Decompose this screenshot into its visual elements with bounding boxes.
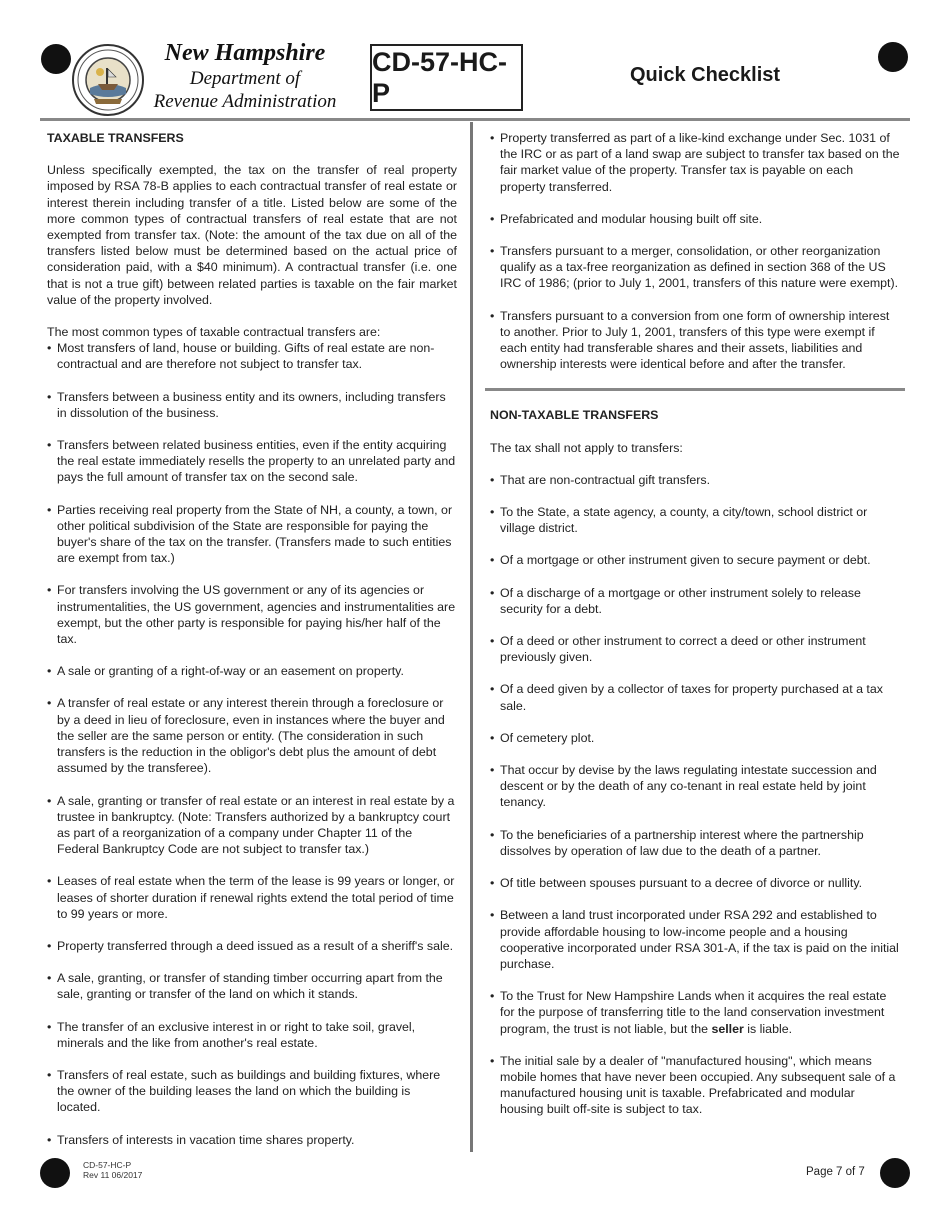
list-item-text: Transfers pursuant to a merger, consolidation, or other reorganization qualify as a tax-free reorganization as defined in section 368 of the US IRC of 1986; (prior to July 1, 2001, transfers of this nature were exempt). xyxy=(500,244,899,291)
bullet-icon: • xyxy=(47,874,52,889)
list-item xyxy=(490,633,900,665)
list-item-text: Leases of real estate when the term of the lease is 99 years or longer, or leases of shorter duration if renewal rights extend the total period of time to 99 years or more. xyxy=(57,874,455,921)
bullet-icon: • xyxy=(490,131,495,145)
list-item xyxy=(47,695,457,776)
list-item xyxy=(490,681,900,713)
list-item xyxy=(490,1053,900,1118)
list-item-text: A transfer of real estate or any interest therein through a foreclosure or by a deed in lieu of foreclosure, even in instances where the buyer and the seller are the same person or entity. (The consideration in such transfers is the reduction in the obligor's debt plus the amount of debt assumed by the transferee). xyxy=(57,696,445,776)
state-seal-icon xyxy=(72,44,144,116)
bullet-icon: • xyxy=(490,1053,495,1068)
list-item-text: Transfers of real estate, such as buildings and building fixtures, where the owner of the building leases the land on which the building is located. xyxy=(57,1067,441,1115)
nontaxable-intro: The tax shall not apply to transfers: xyxy=(490,440,683,455)
list-item-text: A sale, granting, or transfer of standing timber occurring apart from the sale, granting or transfer of the land on which it stands. xyxy=(57,971,443,1002)
list-item xyxy=(47,582,457,647)
corner-dot-top-right xyxy=(878,42,908,72)
list-item-text: Of cemetery plot. xyxy=(500,730,595,745)
agency-department: Department of xyxy=(189,68,301,89)
list-item xyxy=(490,875,900,891)
right-column xyxy=(490,130,900,1134)
list-item-text: That occur by devise by the laws regulating intestate succession and descent or by the death of any co-tenant in real estate held by joint tenancy. xyxy=(500,763,877,810)
list-item-text: The initial sale by a dealer of "manufactured housing", which means mobile homes that have never been occupied. Any subsequent sale of a manufactured housing unit is taxable. Prefabricated and modular housing built off-site is subject to tax. xyxy=(500,1053,896,1117)
list-item-text: Of a mortgage or other instrument given to secure payment or debt. xyxy=(500,553,871,568)
bullet-icon: • xyxy=(490,472,495,487)
list-item-text: To the State, a state agency, a county, a city/town, school district or village district. xyxy=(500,505,868,536)
bullet-icon: • xyxy=(490,211,495,226)
list-item-text: The transfer of an exclusive interest in or right to take soil, gravel, minerals and the like from another's real estate. xyxy=(57,1019,416,1050)
list-item-text: Parties receiving real property from the State of NH, a county, a town, or other political subdivision of the State are responsible for paying the buyer's share of the tax on the transfer. (Transfers made to such entities are exempt from tax.) xyxy=(57,502,453,566)
list-item xyxy=(490,243,900,292)
bullet-icon: • xyxy=(490,634,495,649)
list-item xyxy=(47,502,457,567)
taxable-heading: TAXABLE TRANSFERS xyxy=(47,131,184,145)
form-id-box: CD-57-HC-P xyxy=(370,44,523,111)
bullet-icon: • xyxy=(490,585,495,600)
bullet-icon: • xyxy=(490,308,495,323)
corner-dot-top-left xyxy=(41,44,71,74)
list-item-text: For transfers involving the US government or any of its agencies or instrumentalities, the US government, agencies and instrumentalities are exempt, but the other party is responsible for paying his/her half of the tax. xyxy=(57,583,456,647)
list-item xyxy=(490,472,900,488)
bullet-icon: • xyxy=(47,438,52,453)
list-item xyxy=(490,552,900,568)
taxable-intro-paragraph: Unless specifically exempted, the tax on the transfer of real property imposed by RSA 78-B applies to each contractual transfer of real estate or interest therein including transfer of a title. Listed below are some of the more common types of contractual transfers of real estate that are not exempted from transfer tax. (Note: the amount of the tax due on all of the transfers listed below must be determined based on the actual price of consideration paid, with a $40 minimum). A contractual transfer (i.e. one that is not a true gift) between related parties is taxable on the fair market value of the property involved. xyxy=(47,163,457,307)
bullet-icon: • xyxy=(47,583,52,598)
page-title: Quick Checklist xyxy=(630,64,781,86)
list-item-text: Most transfers of land, house or building. Gifts of real estate are non-contractual and are therefore not subject to transfer tax. xyxy=(57,341,435,372)
list-item xyxy=(47,938,457,954)
list-item-text: Transfers between a business entity and its owners, including transfers in dissolution of the business. xyxy=(57,389,446,420)
trust-item-text-after: is liable. xyxy=(743,1021,793,1036)
bullet-icon: • xyxy=(490,244,495,259)
list-item xyxy=(490,308,900,373)
trust-item-bold: seller xyxy=(711,1021,744,1036)
list-item xyxy=(490,130,900,195)
list-item xyxy=(47,970,457,1002)
list-item-text: A sale, granting or transfer of real estate or an interest in real estate by a trustee in bankruptcy. (Note: Transfers authorized by a bankruptcy court as part of a reorganization of a company under Chapter 11 of the Federal Bankruptcy Code are not subject to transfer tax.) xyxy=(57,793,455,857)
list-item-text: Property transferred as part of a like-kind exchange under Sec. 1031 of the IRC or as part of a land swap are subject to transfer tax based on the fair market value of the property. Transfer tax is payable on each property transferred. xyxy=(500,131,900,194)
bullet-icon: • xyxy=(47,971,52,986)
list-item-text: Of a deed or other instrument to correct a deed or other instrument previously given. xyxy=(500,634,866,665)
list-item-text: To the beneficiaries of a partnership interest where the partnership dissolves by operation of law due to the death of a partner. xyxy=(500,827,864,858)
list-item-text: Of title between spouses pursuant to a decree of divorce or nullity. xyxy=(500,876,863,891)
bullet-icon: • xyxy=(490,989,495,1004)
list-item-text: Transfers of interests in vacation time shares property. xyxy=(57,1132,355,1147)
nontaxable-heading: NON-TAXABLE TRANSFERS xyxy=(490,408,659,423)
bullet-icon: • xyxy=(47,696,52,711)
list-item xyxy=(490,730,900,746)
bullet-icon: • xyxy=(47,502,52,517)
corner-dot-bottom-right xyxy=(880,1158,910,1188)
footer-form-id: CD-57-HC-P xyxy=(83,1160,132,1170)
bullet-icon: • xyxy=(47,793,52,808)
list-item-text: Of a discharge of a mortgage or other instrument solely to release security for a debt. xyxy=(500,585,861,616)
bullet-icon: • xyxy=(490,730,495,745)
bullet-icon: • xyxy=(490,876,495,891)
bullet-icon: • xyxy=(490,763,495,778)
list-item xyxy=(490,762,900,811)
bullet-icon: • xyxy=(47,1067,52,1082)
agency-block xyxy=(140,40,350,113)
bullet-icon: • xyxy=(490,505,495,520)
header-rule xyxy=(40,118,910,121)
footer-form-code xyxy=(83,1160,142,1180)
agency-state: New Hampshire xyxy=(164,40,326,66)
list-item xyxy=(490,988,900,1037)
bullet-icon: • xyxy=(47,938,52,953)
list-item-text: Between a land trust incorporated under RSA 292 and established to provide affordable housing to low-income people and a housing cooperative incorporated under RSA 301-A, if the tax is paid on the initial purchase. xyxy=(500,908,899,971)
list-item-text: A sale or granting of a right-of-way or an easement on property. xyxy=(57,664,404,679)
list-item-text: Transfers pursuant to a conversion from one form of ownership interest to another. Prior to July 1, 2001, transfers of this type were exempt if each entity had transferable shares and their assets, liabilities and ownership interests were identical before and after the transfer. xyxy=(500,308,890,372)
list-item-text: Prefabricated and modular housing built off site. xyxy=(500,211,763,226)
list-item xyxy=(490,211,900,227)
footer-revision: Rev 11 06/2017 xyxy=(83,1170,143,1180)
bullet-icon: • xyxy=(47,1019,52,1034)
list-item xyxy=(47,793,457,858)
list-item xyxy=(47,437,457,486)
list-item-text: Transfers between related business entities, even if the entity acquiring the real estate immediately resells the property to an unrelated party and pays the full amount of transfer tax on the second sale. xyxy=(57,438,456,485)
agency-division: Revenue Administration xyxy=(153,91,337,112)
list-item xyxy=(47,1019,457,1051)
taxable-list-intro: The most common types of taxable contractual transfers are: xyxy=(47,325,381,340)
list-item xyxy=(47,1067,457,1116)
bullet-icon: • xyxy=(490,827,495,842)
list-item xyxy=(47,389,457,421)
taxable-list-left xyxy=(47,340,457,1148)
bullet-icon: • xyxy=(47,341,52,356)
bullet-icon: • xyxy=(490,908,495,923)
list-item-text: Property transferred through a deed issued as a result of a sheriff's sale. xyxy=(57,938,454,953)
list-item xyxy=(490,907,900,972)
list-item xyxy=(47,340,457,372)
page-number: Page 7 of 7 xyxy=(806,1166,865,1178)
list-item xyxy=(490,585,900,617)
list-item xyxy=(490,827,900,859)
left-column xyxy=(47,130,457,1164)
nontaxable-list xyxy=(490,472,900,972)
bullet-icon: • xyxy=(490,682,495,697)
column-divider xyxy=(470,122,473,1152)
list-item xyxy=(47,873,457,922)
bullet-icon: • xyxy=(47,389,52,404)
section-rule xyxy=(485,388,905,391)
bullet-icon: • xyxy=(47,664,52,679)
bullet-icon: • xyxy=(490,553,495,568)
trust-item-text-before: To the Trust for New Hampshire Lands when it acquires the real estate for the purpose of transferring title to the land conservation investment program, the trust is not liable, but the xyxy=(500,989,887,1036)
taxable-list-right xyxy=(490,130,900,372)
list-item xyxy=(47,1132,457,1148)
list-item xyxy=(490,504,900,536)
list-item-text: Of a deed given by a collector of taxes for property purchased at a tax sale. xyxy=(500,682,883,713)
list-item xyxy=(47,663,457,679)
list-item-text: That are non-contractual gift transfers. xyxy=(500,472,711,487)
bullet-icon: • xyxy=(47,1132,52,1147)
